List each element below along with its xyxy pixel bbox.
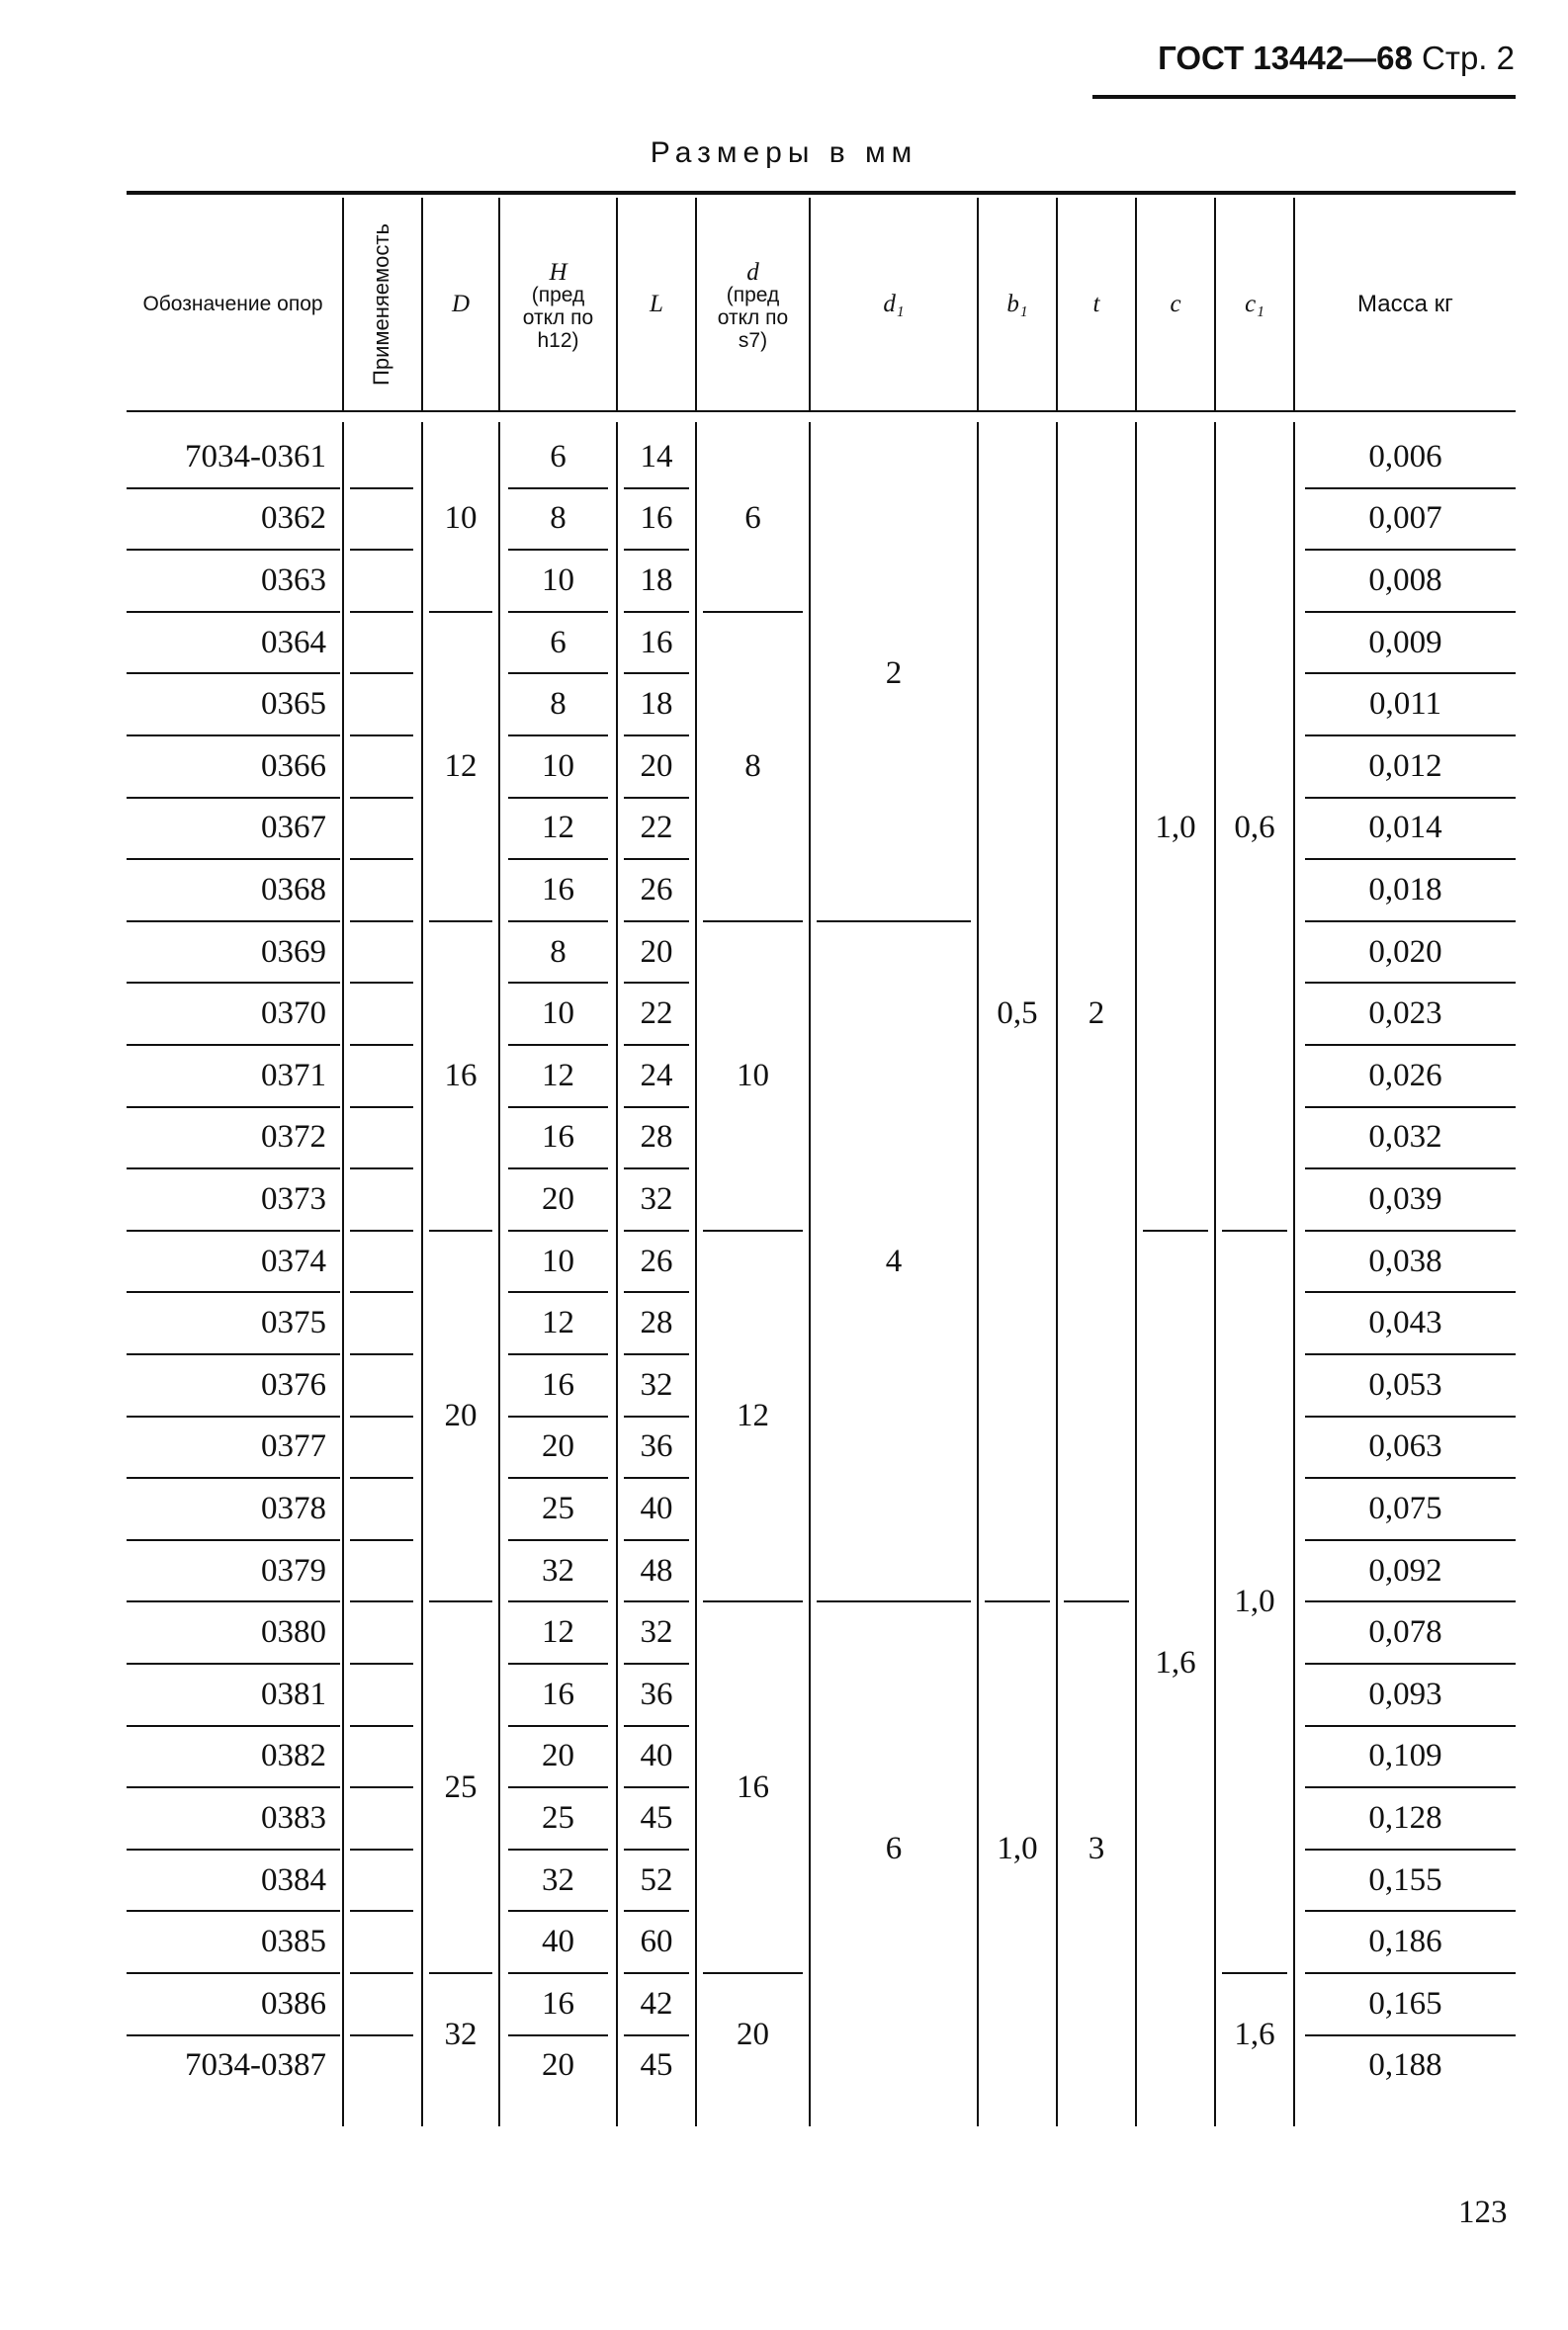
- row-L: 18: [640, 561, 673, 598]
- row-designation: 0379: [261, 1552, 326, 1589]
- group-D-value: 20: [444, 1398, 478, 1434]
- row-H: 16: [542, 871, 574, 907]
- row-H: 32: [542, 1552, 574, 1589]
- row-H: 16: [542, 1676, 574, 1712]
- column-divider: [1214, 198, 1216, 410]
- col-header-designation: Обозначение опор: [142, 293, 323, 315]
- row-L: 16: [640, 624, 673, 660]
- row-rule: [350, 1416, 413, 1418]
- page-label: Стр. 2: [1422, 40, 1515, 76]
- row-L: 42: [640, 1985, 673, 2022]
- row-mass: 0,018: [1368, 871, 1442, 907]
- col-header-D: [423, 198, 498, 410]
- row-rule: [350, 549, 413, 551]
- row-L: 26: [640, 871, 673, 907]
- col-header-t: [1058, 198, 1135, 410]
- row-rule: [350, 1539, 413, 1541]
- row-H: 10: [542, 995, 574, 1032]
- row-mass: 0,038: [1368, 1243, 1442, 1279]
- group-d-value: 16: [737, 1769, 769, 1805]
- row-designation: 0373: [261, 1180, 326, 1217]
- page-number: 123: [1458, 2195, 1508, 2230]
- row-mass: 0,006: [1368, 438, 1442, 475]
- row-H: 8: [550, 686, 566, 723]
- row-H: 20: [542, 1738, 574, 1774]
- row-designation: 0378: [261, 1490, 326, 1526]
- row-L: 48: [640, 1552, 673, 1589]
- d-note: (пред откл по s7): [717, 284, 789, 352]
- col-header-c1: [1216, 198, 1293, 410]
- row-mass: 0,092: [1368, 1552, 1442, 1589]
- group-c-value: 1,0: [1155, 810, 1196, 846]
- d1-symbol: d₁: [883, 291, 905, 317]
- row-H: 6: [550, 624, 566, 660]
- column-divider: [342, 198, 344, 410]
- row-rule: [350, 1477, 413, 1479]
- column-divider: [498, 198, 500, 410]
- row-designation: 7034-0361: [185, 438, 326, 475]
- row-H: 12: [542, 1305, 574, 1341]
- row-designation: 0372: [261, 1119, 326, 1156]
- d-symbol: d: [746, 259, 759, 286]
- group-d-value: 20: [737, 2017, 769, 2053]
- row-rule: [350, 1849, 413, 1851]
- row-designation: 0385: [261, 1924, 326, 1960]
- col-header-mass: [1295, 198, 1516, 410]
- row-L: 36: [640, 1428, 673, 1465]
- row-H: 25: [542, 1490, 574, 1526]
- row-rule: [350, 982, 413, 984]
- row-H: 16: [542, 1119, 574, 1156]
- row-L: 22: [640, 810, 673, 846]
- row-rule: [350, 920, 413, 922]
- row-H: 8: [550, 933, 566, 970]
- row-rule: [350, 1663, 413, 1665]
- group-c1-value: 1,0: [1234, 1583, 1275, 1619]
- row-H: 20: [542, 1180, 574, 1217]
- row-mass: 0,093: [1368, 1676, 1442, 1712]
- row-H: 8: [550, 500, 566, 537]
- D-symbol: D: [451, 291, 471, 317]
- row-designation: 0382: [261, 1738, 326, 1774]
- H-symbol: H: [549, 259, 567, 286]
- row-rule: [350, 1106, 413, 1108]
- row-L: 52: [640, 1861, 673, 1898]
- row-rule: [350, 797, 413, 799]
- row-mass: 0,014: [1368, 810, 1442, 846]
- row-rule: [350, 858, 413, 860]
- row-L: 14: [640, 438, 673, 475]
- group-d-value: 8: [744, 747, 761, 784]
- col-header-L: [618, 198, 695, 410]
- header-bottom-rule: [127, 410, 1516, 412]
- row-L: 32: [640, 1614, 673, 1651]
- row-mass: 0,186: [1368, 1924, 1442, 1960]
- column-divider: [809, 198, 811, 410]
- row-designation: 0384: [261, 1861, 326, 1898]
- b1-symbol: b₁: [1006, 291, 1028, 317]
- row-designation: 0368: [261, 871, 326, 907]
- row-mass: 0,032: [1368, 1119, 1442, 1156]
- group-D-value: 32: [444, 2017, 478, 2053]
- row-L: 32: [640, 1180, 673, 1217]
- col-header-b1: [979, 198, 1056, 410]
- row-mass: 0,075: [1368, 1490, 1442, 1526]
- row-H: 10: [542, 1243, 574, 1279]
- group-d1-value: 6: [885, 1831, 903, 1867]
- c1-symbol: c₁: [1245, 291, 1264, 317]
- row-H: 16: [542, 1985, 574, 2022]
- L-symbol: L: [650, 291, 663, 317]
- row-designation: 0363: [261, 561, 326, 598]
- group-d-value: 10: [737, 1057, 769, 1093]
- row-designation: 0376: [261, 1366, 326, 1403]
- row-designation: 0381: [261, 1676, 326, 1712]
- group-c1-value: 1,6: [1234, 2017, 1275, 2053]
- group-b1-value: 0,5: [997, 995, 1038, 1032]
- row-designation: 0369: [261, 933, 326, 970]
- row-rule: [350, 1972, 413, 1974]
- row-L: 28: [640, 1119, 673, 1156]
- row-rule: [350, 487, 413, 489]
- group-c1-value: 0,6: [1234, 810, 1275, 846]
- row-rule: [350, 1044, 413, 1046]
- row-designation: 0365: [261, 686, 326, 723]
- row-H: 16: [542, 1366, 574, 1403]
- group-D-value: 12: [444, 747, 478, 784]
- row-designation: 0370: [261, 995, 326, 1032]
- row-L: 18: [640, 686, 673, 723]
- row-mass: 0,078: [1368, 1614, 1442, 1651]
- row-rule: [350, 1910, 413, 1912]
- row-designation: 0377: [261, 1428, 326, 1465]
- row-mass: 0,053: [1368, 1366, 1442, 1403]
- row-mass: 0,165: [1368, 1985, 1442, 2022]
- row-designation: 0367: [261, 810, 326, 846]
- column-divider: [977, 198, 979, 410]
- row-rule: [350, 1167, 413, 1169]
- row-H: 10: [542, 747, 574, 784]
- row-designation: 0362: [261, 500, 326, 537]
- row-mass: 0,008: [1368, 561, 1442, 598]
- column-divider: [421, 198, 423, 410]
- row-rule: [350, 2034, 413, 2036]
- row-H: 25: [542, 1799, 574, 1836]
- group-t-value: 3: [1088, 1831, 1105, 1867]
- row-mass: 0,023: [1368, 995, 1442, 1032]
- col-header-H: [500, 237, 616, 376]
- row-mass: 0,109: [1368, 1738, 1442, 1774]
- row-L: 60: [640, 1924, 673, 1960]
- row-mass: 0,012: [1368, 747, 1442, 784]
- group-d-value: 6: [744, 500, 761, 537]
- row-designation: 0364: [261, 624, 326, 660]
- row-H: 12: [542, 1057, 574, 1093]
- column-divider: [342, 422, 344, 2126]
- row-mass: 0,155: [1368, 1861, 1442, 1898]
- row-rule: [350, 1230, 413, 1232]
- group-D-value: 25: [444, 1769, 478, 1805]
- row-designation: 7034-0387: [185, 2047, 326, 2084]
- group-d-value: 12: [737, 1398, 769, 1434]
- H-note: (пред откл по h12): [522, 284, 594, 352]
- row-designation: 0375: [261, 1305, 326, 1341]
- column-divider: [1056, 198, 1058, 410]
- row-rule: [350, 1786, 413, 1788]
- row-L: 36: [640, 1676, 673, 1712]
- row-mass: 0,026: [1368, 1057, 1442, 1093]
- row-mass: 0,043: [1368, 1305, 1442, 1341]
- row-rule: [350, 734, 413, 736]
- applicability-label: Применяемость: [369, 222, 393, 386]
- group-c-value: 1,6: [1155, 1645, 1196, 1682]
- row-rule: [350, 611, 413, 613]
- row-H: 12: [542, 1614, 574, 1651]
- row-designation: 0374: [261, 1243, 326, 1279]
- row-L: 40: [640, 1738, 673, 1774]
- row-L: 26: [640, 1243, 673, 1279]
- group-b1-value: 1,0: [997, 1831, 1038, 1867]
- col-header-d: [697, 237, 809, 376]
- group-d1-value: 4: [885, 1243, 903, 1279]
- group-D-value: 10: [444, 500, 478, 537]
- column-divider: [695, 198, 697, 410]
- units-caption: Размеры в мм: [650, 136, 918, 169]
- group-t-value: 2: [1088, 995, 1105, 1032]
- row-mass: 0,020: [1368, 933, 1442, 970]
- row-L: 45: [640, 2047, 673, 2084]
- row-rule: [350, 672, 413, 674]
- row-H: 20: [542, 1428, 574, 1465]
- table-top-rule: [127, 191, 1516, 195]
- group-d1-value: 2: [885, 654, 903, 691]
- group-D-value: 16: [444, 1057, 478, 1093]
- row-L: 20: [640, 747, 673, 784]
- row-mass: 0,063: [1368, 1428, 1442, 1465]
- column-divider: [1293, 198, 1295, 410]
- row-designation: 0383: [261, 1799, 326, 1836]
- row-H: 32: [542, 1861, 574, 1898]
- row-rule: [350, 1600, 413, 1602]
- t-symbol: t: [1092, 291, 1100, 317]
- row-designation: 0371: [261, 1057, 326, 1093]
- row-L: 24: [640, 1057, 673, 1093]
- row-rule: [350, 1353, 413, 1355]
- row-designation: 0386: [261, 1985, 326, 2022]
- row-L: 45: [640, 1799, 673, 1836]
- row-L: 40: [640, 1490, 673, 1526]
- col-header-d1: [811, 198, 977, 410]
- header-rule: [1092, 95, 1516, 99]
- column-divider: [616, 198, 618, 410]
- row-mass: 0,011: [1368, 686, 1442, 723]
- row-mass: 0,039: [1368, 1180, 1442, 1217]
- row-mass: 0,009: [1368, 624, 1442, 660]
- running-header: [1158, 40, 1515, 77]
- row-designation: 0366: [261, 747, 326, 784]
- row-H: 10: [542, 561, 574, 598]
- c-symbol: c: [1170, 291, 1181, 317]
- row-mass: 0,188: [1368, 2047, 1442, 2084]
- row-H: 6: [550, 438, 566, 475]
- row-H: 20: [542, 2047, 574, 2084]
- row-L: 20: [640, 933, 673, 970]
- row-L: 16: [640, 500, 673, 537]
- row-rule: [350, 1725, 413, 1727]
- mass-label: Масса кг: [1357, 290, 1453, 317]
- row-mass: 0,007: [1368, 500, 1442, 537]
- row-rule: [350, 1291, 413, 1293]
- row-L: 28: [640, 1305, 673, 1341]
- col-header-applicability: [342, 198, 421, 410]
- row-mass: 0,128: [1368, 1799, 1442, 1836]
- row-designation: 0380: [261, 1614, 326, 1651]
- row-L: 32: [640, 1366, 673, 1403]
- column-divider: [1135, 198, 1137, 410]
- col-header-c: [1137, 198, 1214, 410]
- row-H: 12: [542, 810, 574, 846]
- row-L: 22: [640, 995, 673, 1032]
- standard-number: ГОСТ 13442—68: [1158, 40, 1413, 76]
- row-H: 40: [542, 1924, 574, 1960]
